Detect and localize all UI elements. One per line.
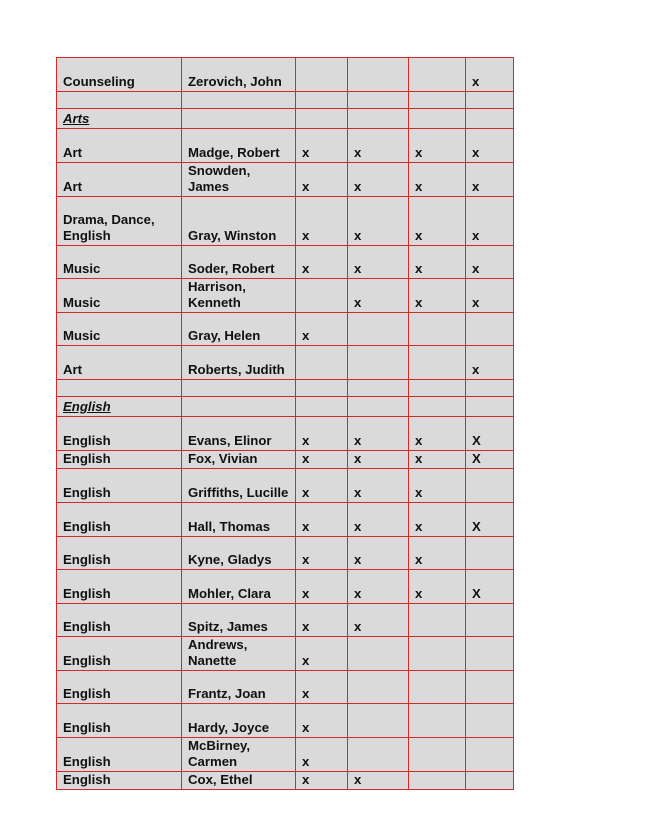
staff-table-body: [57, 58, 514, 790]
mark-cell: x: [409, 279, 466, 313]
mark-cell: [348, 704, 409, 738]
mark-cell: x: [296, 570, 348, 604]
mark-cell: x: [296, 503, 348, 537]
mark-cell: [409, 604, 466, 637]
mark-cell: x: [409, 469, 466, 503]
mark-cell: [296, 346, 348, 380]
mark-cell: [466, 537, 514, 570]
mark-cell: x: [348, 246, 409, 279]
mark-cell: x: [466, 246, 514, 279]
department-cell: Music: [57, 246, 182, 279]
mark-cell: x: [409, 197, 466, 246]
mark-cell: [296, 397, 348, 417]
mark-cell: x: [348, 279, 409, 313]
department-cell: English: [57, 772, 182, 790]
mark-cell: x: [296, 738, 348, 772]
table-row: [57, 671, 514, 704]
staff-name-cell: Harrison, Kenneth: [182, 279, 296, 313]
mark-cell: x: [296, 469, 348, 503]
mark-cell: x: [348, 163, 409, 197]
table-row: [57, 704, 514, 738]
mark-cell: [466, 469, 514, 503]
mark-cell: [348, 58, 409, 92]
mark-cell: [296, 380, 348, 397]
staff-name-cell: Hall, Thomas: [182, 503, 296, 537]
mark-cell: [409, 313, 466, 346]
mark-cell: [409, 738, 466, 772]
department-cell: English: [57, 637, 182, 671]
mark-cell: [409, 704, 466, 738]
mark-cell: [348, 738, 409, 772]
staff-name-cell: Kyne, Gladys: [182, 537, 296, 570]
mark-cell: x: [296, 671, 348, 704]
mark-cell: x: [296, 129, 348, 163]
mark-cell: [466, 704, 514, 738]
table-row: [57, 129, 514, 163]
mark-cell: x: [409, 163, 466, 197]
mark-cell: [466, 772, 514, 790]
staff-name-cell: Andrews, Nanette: [182, 637, 296, 671]
mark-cell: x: [409, 570, 466, 604]
staff-name-cell: Hardy, Joyce: [182, 704, 296, 738]
department-cell: English: [57, 738, 182, 772]
mark-cell: [466, 604, 514, 637]
section-title: Arts: [57, 109, 182, 129]
mark-cell: x: [296, 604, 348, 637]
mark-cell: x: [296, 163, 348, 197]
staff-name-cell: Fox, Vivian: [182, 451, 296, 469]
mark-cell: [296, 58, 348, 92]
mark-cell: [296, 92, 348, 109]
department-cell: English: [57, 570, 182, 604]
department-cell: Art: [57, 163, 182, 197]
staff-name-cell: [182, 92, 296, 109]
mark-cell: x: [296, 451, 348, 469]
department-cell: Music: [57, 313, 182, 346]
mark-cell: [296, 109, 348, 129]
table-row: [57, 469, 514, 503]
staff-name-cell: Evans, Elinor: [182, 417, 296, 451]
department-cell: English: [57, 469, 182, 503]
table-row: [57, 570, 514, 604]
mark-cell: [409, 346, 466, 380]
department-cell: Music: [57, 279, 182, 313]
department-cell: Drama, Dance, English: [57, 197, 182, 246]
mark-cell: [466, 92, 514, 109]
mark-cell: [348, 380, 409, 397]
mark-cell: x: [466, 58, 514, 92]
staff-name-cell: Griffiths, Lucille: [182, 469, 296, 503]
mark-cell: x: [409, 129, 466, 163]
staff-name-cell: Madge, Robert: [182, 129, 296, 163]
department-cell: Art: [57, 129, 182, 163]
department-cell: English: [57, 704, 182, 738]
table-row: [57, 346, 514, 380]
department-cell: [57, 92, 182, 109]
mark-cell: x: [348, 503, 409, 537]
mark-cell: X: [466, 570, 514, 604]
mark-cell: [348, 397, 409, 417]
mark-cell: [466, 671, 514, 704]
table-row: [57, 738, 514, 772]
staff-name-cell: [182, 109, 296, 129]
mark-cell: x: [409, 537, 466, 570]
table-row: [57, 451, 514, 469]
mark-cell: x: [348, 451, 409, 469]
mark-cell: x: [466, 129, 514, 163]
mark-cell: [466, 313, 514, 346]
mark-cell: x: [296, 246, 348, 279]
department-cell: English: [57, 503, 182, 537]
mark-cell: [466, 637, 514, 671]
mark-cell: [409, 109, 466, 129]
staff-name-cell: Cox, Ethel: [182, 772, 296, 790]
table-row: [57, 197, 514, 246]
department-cell: Art: [57, 346, 182, 380]
spacer-row: [57, 380, 514, 397]
department-cell: English: [57, 451, 182, 469]
table-row: [57, 503, 514, 537]
mark-cell: [348, 637, 409, 671]
section-header-row: [57, 397, 514, 417]
table-row: [57, 604, 514, 637]
staff-table: [56, 57, 514, 790]
mark-cell: [409, 397, 466, 417]
mark-cell: [348, 313, 409, 346]
mark-cell: x: [296, 313, 348, 346]
staff-name-cell: Mohler, Clara: [182, 570, 296, 604]
mark-cell: x: [296, 772, 348, 790]
staff-name-cell: Spitz, James: [182, 604, 296, 637]
staff-name-cell: Gray, Winston: [182, 197, 296, 246]
mark-cell: x: [296, 704, 348, 738]
table-row: [57, 246, 514, 279]
mark-cell: x: [348, 469, 409, 503]
spacer-row: [57, 92, 514, 109]
mark-cell: x: [348, 129, 409, 163]
mark-cell: x: [466, 163, 514, 197]
mark-cell: x: [348, 604, 409, 637]
department-cell: English: [57, 671, 182, 704]
table-row: [57, 163, 514, 197]
department-cell: [57, 380, 182, 397]
mark-cell: [348, 92, 409, 109]
mark-cell: X: [466, 451, 514, 469]
table-row: [57, 313, 514, 346]
mark-cell: x: [466, 197, 514, 246]
mark-cell: x: [409, 246, 466, 279]
mark-cell: x: [296, 537, 348, 570]
staff-name-cell: Gray, Helen: [182, 313, 296, 346]
staff-name-cell: Roberts, Judith: [182, 346, 296, 380]
mark-cell: [409, 380, 466, 397]
mark-cell: x: [296, 637, 348, 671]
mark-cell: x: [348, 197, 409, 246]
mark-cell: x: [296, 417, 348, 451]
mark-cell: [409, 671, 466, 704]
table-row: [57, 417, 514, 451]
mark-cell: X: [466, 417, 514, 451]
staff-name-cell: McBirney, Carmen: [182, 738, 296, 772]
mark-cell: [296, 279, 348, 313]
section-header-row: [57, 109, 514, 129]
department-cell: English: [57, 537, 182, 570]
mark-cell: [409, 637, 466, 671]
mark-cell: x: [409, 503, 466, 537]
section-title: English: [57, 397, 182, 417]
table-row: [57, 637, 514, 671]
mark-cell: [466, 397, 514, 417]
staff-name-cell: Zerovich, John: [182, 58, 296, 92]
mark-cell: [348, 671, 409, 704]
mark-cell: x: [348, 570, 409, 604]
table-row: [57, 279, 514, 313]
mark-cell: [409, 772, 466, 790]
mark-cell: x: [409, 451, 466, 469]
department-cell: Counseling: [57, 58, 182, 92]
mark-cell: x: [466, 346, 514, 380]
staff-name-cell: Frantz, Joan: [182, 671, 296, 704]
mark-cell: [348, 346, 409, 380]
mark-cell: x: [296, 197, 348, 246]
mark-cell: x: [466, 279, 514, 313]
mark-cell: [409, 92, 466, 109]
mark-cell: [409, 58, 466, 92]
staff-name-cell: Snowden, James: [182, 163, 296, 197]
mark-cell: [466, 380, 514, 397]
mark-cell: x: [348, 417, 409, 451]
mark-cell: [466, 109, 514, 129]
table-row: [57, 772, 514, 790]
staff-name-cell: Soder, Robert: [182, 246, 296, 279]
staff-name-cell: [182, 397, 296, 417]
table-row: [57, 58, 514, 92]
department-cell: English: [57, 417, 182, 451]
table-row: [57, 537, 514, 570]
mark-cell: x: [348, 772, 409, 790]
mark-cell: x: [409, 417, 466, 451]
staff-name-cell: [182, 380, 296, 397]
mark-cell: [466, 738, 514, 772]
mark-cell: x: [348, 537, 409, 570]
mark-cell: [348, 109, 409, 129]
mark-cell: X: [466, 503, 514, 537]
department-cell: English: [57, 604, 182, 637]
